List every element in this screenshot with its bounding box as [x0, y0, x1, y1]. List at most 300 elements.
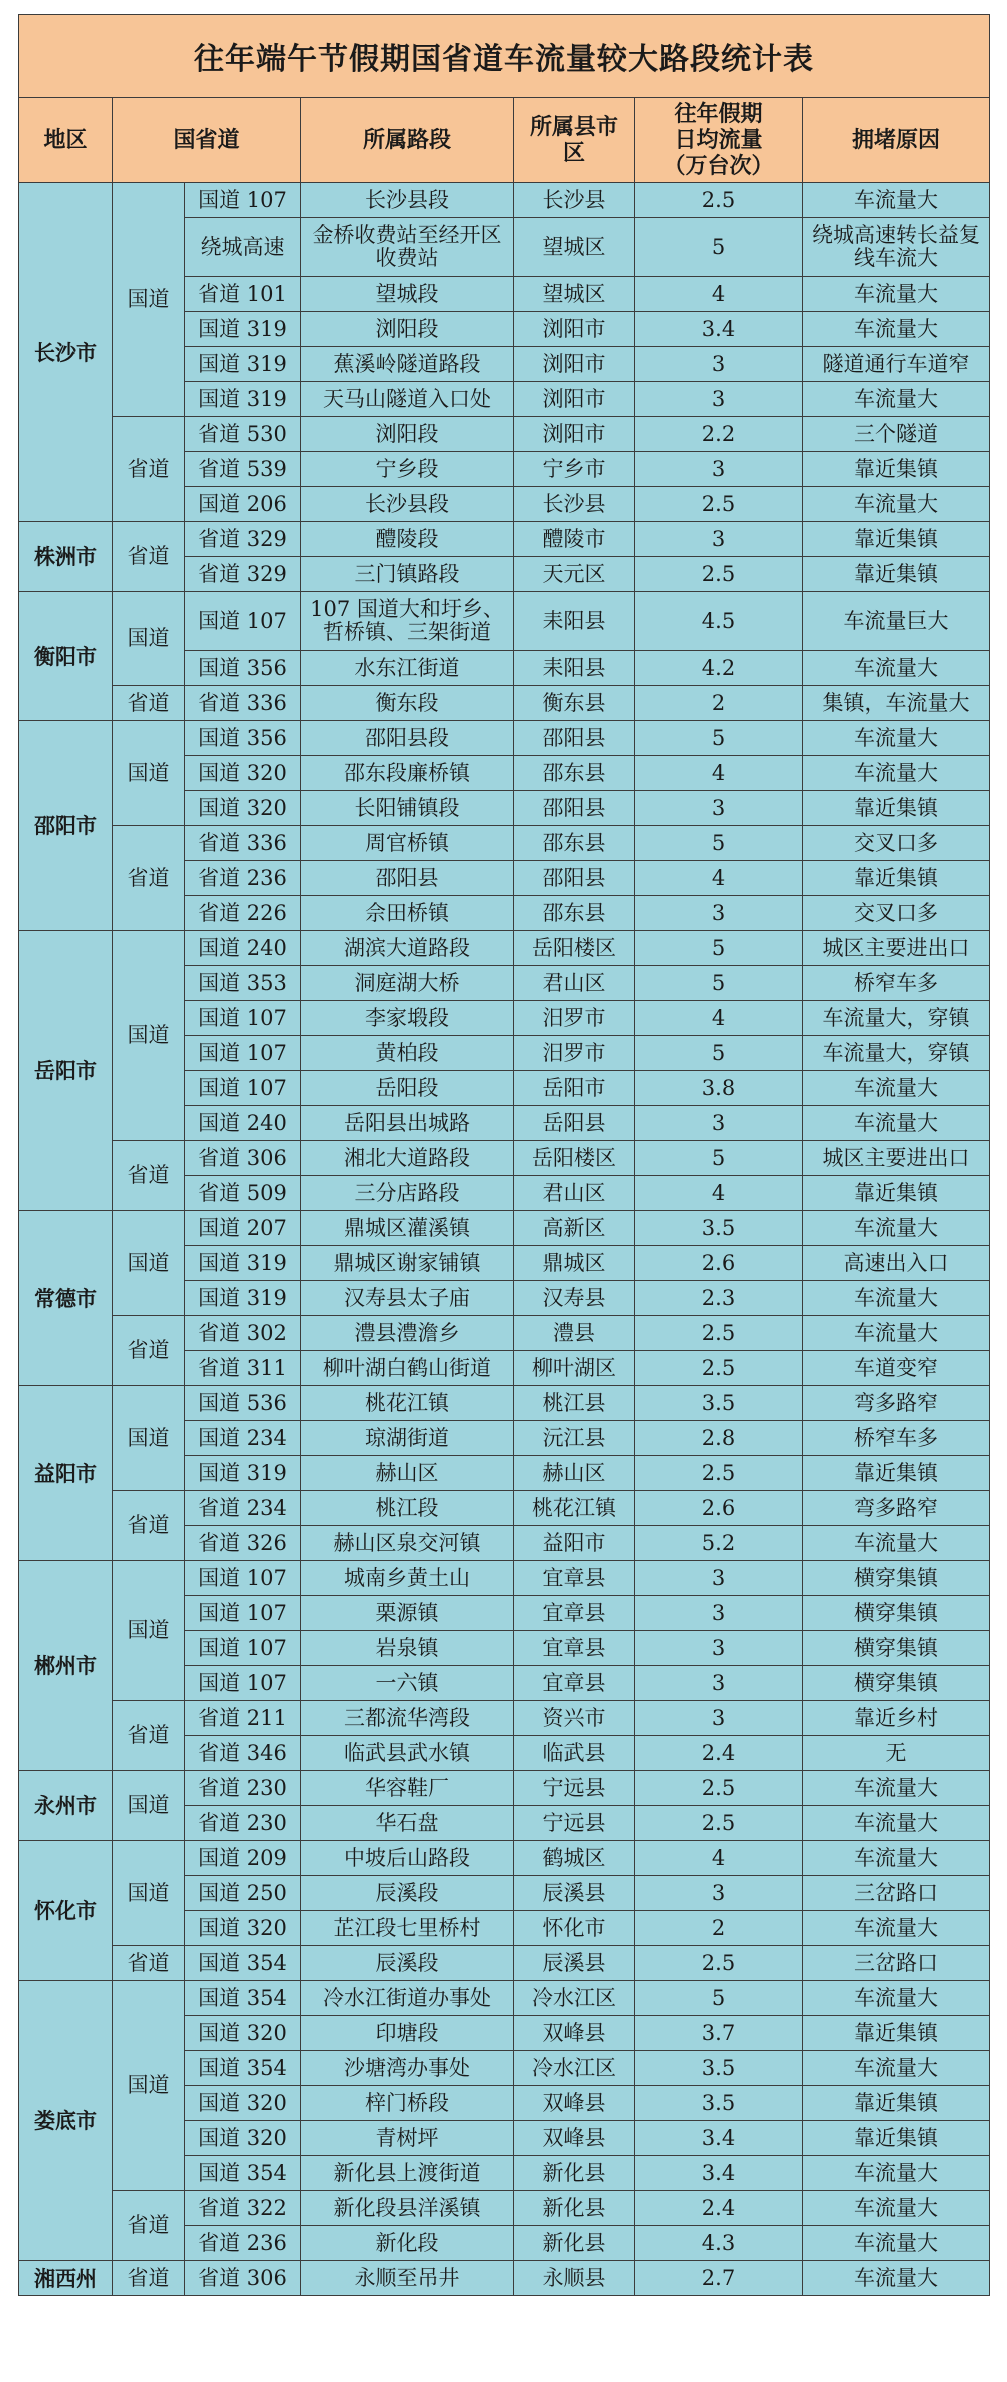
congestion-reason-cell: 车流量大	[803, 756, 990, 791]
road-code-cell: 省道 336	[185, 826, 301, 861]
road-code-cell: 国道 240	[185, 931, 301, 966]
county-cell: 临武县	[514, 1736, 635, 1771]
daily-flow-cell: 2.5	[635, 183, 803, 218]
road-section-cell: 三门镇路段	[301, 557, 514, 592]
county-cell: 宜章县	[514, 1596, 635, 1631]
road-section-cell: 印塘段	[301, 2016, 514, 2051]
county-cell: 新化县	[514, 2156, 635, 2191]
road-section-cell: 桃江段	[301, 1491, 514, 1526]
congestion-reason-cell: 城区主要进出口	[803, 931, 990, 966]
congestion-reason-cell: 靠近集镇	[803, 791, 990, 826]
daily-flow-cell: 2.4	[635, 2191, 803, 2226]
daily-flow-cell: 3	[635, 1631, 803, 1666]
road-section-cell: 岳阳县出城路	[301, 1106, 514, 1141]
county-cell: 鼎城区	[514, 1246, 635, 1281]
road-type-cell: 国道	[113, 1561, 185, 1701]
congestion-reason-cell: 靠近集镇	[803, 452, 990, 487]
road-code-cell: 国道 107	[185, 183, 301, 218]
road-section-cell: 醴陵段	[301, 522, 514, 557]
county-cell: 资兴市	[514, 1701, 635, 1736]
congestion-reason-cell: 车流量大	[803, 1526, 990, 1561]
daily-flow-cell: 2.5	[635, 557, 803, 592]
road-code-cell: 国道 319	[185, 347, 301, 382]
congestion-reason-cell: 靠近集镇	[803, 2086, 990, 2121]
county-cell: 永顺县	[514, 2261, 635, 2296]
road-section-cell: 芷江段七里桥村	[301, 1911, 514, 1946]
header-daily-flow	[635, 98, 803, 183]
daily-flow-cell: 5.2	[635, 1526, 803, 1561]
table-row	[19, 522, 990, 557]
table-row	[19, 1316, 990, 1351]
congestion-reason-cell: 靠近乡村	[803, 1701, 990, 1736]
road-section-cell: 水东江街道	[301, 651, 514, 686]
congestion-reason-cell: 车流量大	[803, 382, 990, 417]
county-cell: 长沙县	[514, 183, 635, 218]
daily-flow-cell: 4	[635, 277, 803, 312]
road-section-cell: 柳叶湖白鹤山街道	[301, 1351, 514, 1386]
congestion-reason-cell: 车流量大	[803, 277, 990, 312]
table-row	[19, 1211, 990, 1246]
county-cell: 宁远县	[514, 1806, 635, 1841]
congestion-reason-cell: 车道变窄	[803, 1351, 990, 1386]
road-section-cell: 黄柏段	[301, 1036, 514, 1071]
daily-flow-cell: 2.5	[635, 1946, 803, 1981]
road-code-cell: 省道 329	[185, 557, 301, 592]
congestion-reason-cell: 高速出入口	[803, 1246, 990, 1281]
congestion-reason-cell: 交叉口多	[803, 826, 990, 861]
daily-flow-cell: 3	[635, 347, 803, 382]
daily-flow-cell: 5	[635, 218, 803, 277]
road-code-cell: 国道 107	[185, 592, 301, 651]
county-cell: 怀化市	[514, 1911, 635, 1946]
road-type-cell: 国道	[113, 183, 185, 417]
road-code-cell: 省道 530	[185, 417, 301, 452]
road-code-cell: 国道 319	[185, 1456, 301, 1491]
congestion-reason-cell: 横穿集镇	[803, 1666, 990, 1701]
county-cell: 双峰县	[514, 2121, 635, 2156]
county-cell: 澧县	[514, 1316, 635, 1351]
county-cell: 桃花江镇	[514, 1491, 635, 1526]
table-row	[19, 1141, 990, 1176]
road-section-cell: 澧县澧澹乡	[301, 1316, 514, 1351]
road-section-cell: 新化段	[301, 2226, 514, 2261]
road-section-cell: 李家塅段	[301, 1001, 514, 1036]
region-cell: 长沙市	[19, 183, 113, 522]
road-section-cell: 华石盘	[301, 1806, 514, 1841]
road-code-cell: 省道 346	[185, 1736, 301, 1771]
county-cell: 邵东县	[514, 826, 635, 861]
road-section-cell: 新化县上渡街道	[301, 2156, 514, 2191]
congestion-reason-cell: 车流量大	[803, 721, 990, 756]
road-section-cell: 周官桥镇	[301, 826, 514, 861]
road-section-cell: 邵阳县段	[301, 721, 514, 756]
county-cell: 益阳市	[514, 1526, 635, 1561]
daily-flow-cell: 3	[635, 1106, 803, 1141]
road-type-cell: 国道	[113, 1771, 185, 1841]
daily-flow-cell: 3.5	[635, 2051, 803, 2086]
congestion-reason-cell: 靠近集镇	[803, 522, 990, 557]
daily-flow-cell: 2.4	[635, 1736, 803, 1771]
road-type-cell: 省道	[113, 1491, 185, 1561]
congestion-reason-cell: 车流量大，穿镇	[803, 1036, 990, 1071]
congestion-reason-cell: 三岔路口	[803, 1876, 990, 1911]
county-cell: 邵阳县	[514, 861, 635, 896]
road-section-cell: 城南乡黄土山	[301, 1561, 514, 1596]
daily-flow-cell: 2	[635, 686, 803, 721]
table-row	[19, 826, 990, 861]
road-section-cell: 湖滨大道路段	[301, 931, 514, 966]
congestion-reason-cell: 车流量大	[803, 2261, 990, 2296]
daily-flow-cell: 3	[635, 791, 803, 826]
congestion-reason-cell: 横穿集镇	[803, 1631, 990, 1666]
daily-flow-cell: 3	[635, 1596, 803, 1631]
road-code-cell: 国道 107	[185, 1561, 301, 1596]
congestion-reason-cell: 交叉口多	[803, 896, 990, 931]
road-type-cell: 省道	[113, 522, 185, 592]
road-section-cell: 永顺至吊井	[301, 2261, 514, 2296]
daily-flow-cell: 2.5	[635, 1456, 803, 1491]
road-code-cell: 国道 320	[185, 1911, 301, 1946]
congestion-reason-cell: 车流量大，穿镇	[803, 1001, 990, 1036]
daily-flow-cell: 2.5	[635, 1351, 803, 1386]
table-title: 往年端午节假期国省道车流量较大路段统计表	[19, 15, 990, 98]
congestion-reason-cell: 靠近集镇	[803, 1176, 990, 1211]
county-cell: 望城区	[514, 218, 635, 277]
road-code-cell: 省道 230	[185, 1806, 301, 1841]
daily-flow-cell: 5	[635, 721, 803, 756]
road-section-cell: 浏阳段	[301, 312, 514, 347]
congestion-reason-cell: 车流量大	[803, 1771, 990, 1806]
congestion-reason-cell: 横穿集镇	[803, 1596, 990, 1631]
congestion-reason-cell: 无	[803, 1736, 990, 1771]
road-section-cell: 华容鞋厂	[301, 1771, 514, 1806]
road-code-cell: 国道 240	[185, 1106, 301, 1141]
region-cell: 娄底市	[19, 1981, 113, 2261]
county-cell: 汉寿县	[514, 1281, 635, 1316]
header-road-type: 国省道	[113, 98, 301, 183]
county-cell: 岳阳楼区	[514, 1141, 635, 1176]
region-cell: 常德市	[19, 1211, 113, 1386]
road-code-cell: 国道 354	[185, 2051, 301, 2086]
county-cell: 醴陵市	[514, 522, 635, 557]
road-code-cell: 国道 353	[185, 966, 301, 1001]
county-cell: 新化县	[514, 2226, 635, 2261]
road-section-cell: 蕉溪岭隧道路段	[301, 347, 514, 382]
county-cell: 宁远县	[514, 1771, 635, 1806]
congestion-reason-cell: 三岔路口	[803, 1946, 990, 1981]
road-section-cell: 鼎城区灌溪镇	[301, 1211, 514, 1246]
road-type-cell: 省道	[113, 686, 185, 721]
road-section-cell: 鼎城区谢家铺镇	[301, 1246, 514, 1281]
road-section-cell: 三都流华湾段	[301, 1701, 514, 1736]
road-code-cell: 国道 107	[185, 1071, 301, 1106]
daily-flow-cell: 5	[635, 1036, 803, 1071]
road-section-cell: 天马山隧道入口处	[301, 382, 514, 417]
congestion-reason-cell: 车流量大	[803, 651, 990, 686]
congestion-reason-cell: 靠近集镇	[803, 2121, 990, 2156]
road-section-cell: 107 国道大和圩乡、哲桥镇、三架街道	[301, 592, 514, 651]
daily-flow-cell: 4	[635, 1176, 803, 1211]
road-section-cell: 佘田桥镇	[301, 896, 514, 931]
daily-flow-cell: 5	[635, 826, 803, 861]
congestion-reason-cell: 车流量大	[803, 1106, 990, 1141]
road-section-cell: 长沙县段	[301, 487, 514, 522]
daily-flow-cell: 2.5	[635, 1771, 803, 1806]
road-section-cell: 望城段	[301, 277, 514, 312]
county-cell: 邵阳县	[514, 721, 635, 756]
daily-flow-cell: 3	[635, 1561, 803, 1596]
road-type-cell: 国道	[113, 1386, 185, 1491]
header-county-line: 所属县市	[529, 114, 618, 140]
header-congestion-reason: 拥堵原因	[803, 98, 990, 183]
county-cell: 邵东县	[514, 896, 635, 931]
congestion-reason-cell: 车流量大	[803, 2051, 990, 2086]
road-code-cell: 国道 207	[185, 1211, 301, 1246]
county-cell: 宁乡市	[514, 452, 635, 487]
daily-flow-cell: 5	[635, 1981, 803, 2016]
header-county-line: 区	[562, 140, 585, 166]
region-cell: 岳阳市	[19, 931, 113, 1211]
table-row	[19, 1981, 990, 2016]
road-type-cell: 省道	[113, 826, 185, 931]
road-code-cell: 省道 302	[185, 1316, 301, 1351]
congestion-reason-cell: 靠近集镇	[803, 2016, 990, 2051]
road-code-cell: 国道 319	[185, 1281, 301, 1316]
county-cell: 新化县	[514, 2191, 635, 2226]
congestion-reason-cell: 隧道通行车道窄	[803, 347, 990, 382]
road-code-cell: 国道 354	[185, 1946, 301, 1981]
road-code-cell: 国道 319	[185, 1246, 301, 1281]
daily-flow-cell: 2.6	[635, 1491, 803, 1526]
county-cell: 邵阳县	[514, 791, 635, 826]
daily-flow-cell: 2.6	[635, 1246, 803, 1281]
traffic-statistics-table	[18, 14, 990, 2296]
county-cell: 辰溪县	[514, 1946, 635, 1981]
daily-flow-cell: 5	[635, 931, 803, 966]
daily-flow-cell: 4	[635, 756, 803, 791]
county-cell: 宜章县	[514, 1631, 635, 1666]
table-row	[19, 2191, 990, 2226]
road-code-cell: 国道 319	[185, 382, 301, 417]
road-section-cell: 冷水江街道办事处	[301, 1981, 514, 2016]
road-code-cell: 国道 354	[185, 1981, 301, 2016]
table-row	[19, 592, 990, 651]
road-section-cell: 桃花江镇	[301, 1386, 514, 1421]
road-type-cell: 省道	[113, 1946, 185, 1981]
congestion-reason-cell: 车流量大	[803, 312, 990, 347]
road-section-cell: 岩泉镇	[301, 1631, 514, 1666]
county-cell: 耒阳县	[514, 651, 635, 686]
congestion-reason-cell: 靠近集镇	[803, 861, 990, 896]
region-cell: 湘西州	[19, 2261, 113, 2296]
congestion-reason-cell: 车流量大	[803, 1316, 990, 1351]
congestion-reason-cell: 车流量大	[803, 2156, 990, 2191]
header-road-section: 所属路段	[301, 98, 514, 183]
congestion-reason-cell: 车流量大	[803, 183, 990, 218]
county-cell: 双峰县	[514, 2016, 635, 2051]
header-county	[514, 98, 635, 183]
road-code-cell: 国道 320	[185, 2121, 301, 2156]
daily-flow-cell: 3.4	[635, 312, 803, 347]
congestion-reason-cell: 弯多路窄	[803, 1386, 990, 1421]
congestion-reason-cell: 城区主要进出口	[803, 1141, 990, 1176]
daily-flow-cell: 3	[635, 1666, 803, 1701]
daily-flow-cell: 2.8	[635, 1421, 803, 1456]
road-code-cell: 省道 322	[185, 2191, 301, 2226]
table-row	[19, 1841, 990, 1876]
road-section-cell: 湘北大道路段	[301, 1141, 514, 1176]
table-body	[19, 183, 990, 2296]
county-cell: 岳阳市	[514, 1071, 635, 1106]
road-code-cell: 国道 319	[185, 312, 301, 347]
road-type-cell: 省道	[113, 1316, 185, 1386]
congestion-reason-cell: 桥窄车多	[803, 1421, 990, 1456]
daily-flow-cell: 3.5	[635, 2086, 803, 2121]
daily-flow-cell: 4.2	[635, 651, 803, 686]
road-code-cell: 国道 107	[185, 1666, 301, 1701]
daily-flow-cell: 3.4	[635, 2156, 803, 2191]
daily-flow-cell: 3	[635, 1701, 803, 1736]
road-section-cell: 赫山区	[301, 1456, 514, 1491]
county-cell: 桃江县	[514, 1386, 635, 1421]
road-section-cell: 邵东段廉桥镇	[301, 756, 514, 791]
road-code-cell: 国道 320	[185, 791, 301, 826]
road-section-cell: 邵阳县	[301, 861, 514, 896]
county-cell: 冷水江区	[514, 2051, 635, 2086]
road-section-cell: 长阳铺镇段	[301, 791, 514, 826]
road-code-cell: 省道 234	[185, 1491, 301, 1526]
region-cell: 邵阳市	[19, 721, 113, 931]
road-section-cell: 金桥收费站至经开区收费站	[301, 218, 514, 277]
table-row	[19, 417, 990, 452]
road-section-cell: 汉寿县太子庙	[301, 1281, 514, 1316]
daily-flow-cell: 4.3	[635, 2226, 803, 2261]
congestion-reason-cell: 车流量大	[803, 1071, 990, 1106]
daily-flow-cell: 3.5	[635, 1211, 803, 1246]
road-type-cell: 国道	[113, 721, 185, 826]
road-code-cell: 省道 211	[185, 1701, 301, 1736]
road-code-cell: 省道 326	[185, 1526, 301, 1561]
road-code-cell: 省道 311	[185, 1351, 301, 1386]
road-section-cell: 宁乡段	[301, 452, 514, 487]
road-section-cell: 洞庭湖大桥	[301, 966, 514, 1001]
road-code-cell: 省道 226	[185, 896, 301, 931]
table-row	[19, 2261, 990, 2296]
road-type-cell: 国道	[113, 1841, 185, 1946]
county-cell: 汨罗市	[514, 1001, 635, 1036]
county-cell: 浏阳市	[514, 312, 635, 347]
daily-flow-cell: 3	[635, 382, 803, 417]
daily-flow-cell: 5	[635, 966, 803, 1001]
county-cell: 宜章县	[514, 1666, 635, 1701]
road-section-cell: 梓门桥段	[301, 2086, 514, 2121]
congestion-reason-cell: 车流量大	[803, 1806, 990, 1841]
road-section-cell: 衡东段	[301, 686, 514, 721]
road-code-cell: 国道 250	[185, 1876, 301, 1911]
county-cell: 浏阳市	[514, 382, 635, 417]
daily-flow-cell: 2.5	[635, 1806, 803, 1841]
region-cell: 衡阳市	[19, 592, 113, 721]
table-row	[19, 686, 990, 721]
road-type-cell: 国道	[113, 592, 185, 686]
road-section-cell: 青树坪	[301, 2121, 514, 2156]
road-type-cell: 国道	[113, 931, 185, 1141]
road-section-cell: 沙塘湾办事处	[301, 2051, 514, 2086]
road-section-cell: 新化段县洋溪镇	[301, 2191, 514, 2226]
congestion-reason-cell: 车流量大	[803, 487, 990, 522]
county-cell: 天元区	[514, 557, 635, 592]
daily-flow-cell: 3	[635, 452, 803, 487]
county-cell: 赫山区	[514, 1456, 635, 1491]
county-cell: 浏阳市	[514, 347, 635, 382]
congestion-reason-cell: 集镇，车流量大	[803, 686, 990, 721]
header-flow-line: 往年假期	[674, 101, 763, 127]
road-code-cell: 国道 107	[185, 1001, 301, 1036]
congestion-reason-cell: 桥窄车多	[803, 966, 990, 1001]
header-flow-line: 日均流量	[674, 127, 763, 153]
daily-flow-cell: 3.8	[635, 1071, 803, 1106]
daily-flow-cell: 2.2	[635, 417, 803, 452]
congestion-reason-cell: 车流量大	[803, 1841, 990, 1876]
congestion-reason-cell: 车流量大	[803, 1281, 990, 1316]
road-type-cell: 国道	[113, 1981, 185, 2191]
county-cell: 邵东县	[514, 756, 635, 791]
road-code-cell: 省道 509	[185, 1176, 301, 1211]
table-row	[19, 1491, 990, 1526]
road-type-cell: 省道	[113, 1141, 185, 1211]
daily-flow-cell: 2.5	[635, 1316, 803, 1351]
county-cell: 望城区	[514, 277, 635, 312]
road-section-cell: 中坡后山路段	[301, 1841, 514, 1876]
road-code-cell: 国道 107	[185, 1036, 301, 1071]
road-code-cell: 省道 539	[185, 452, 301, 487]
road-section-cell: 浏阳段	[301, 417, 514, 452]
county-cell: 岳阳县	[514, 1106, 635, 1141]
header-region: 地区	[19, 98, 113, 183]
county-cell: 汨罗市	[514, 1036, 635, 1071]
road-code-cell: 国道 356	[185, 721, 301, 756]
road-section-cell: 岳阳段	[301, 1071, 514, 1106]
table-row	[19, 1561, 990, 1596]
daily-flow-cell: 4	[635, 1841, 803, 1876]
road-code-cell: 国道 320	[185, 2016, 301, 2051]
county-cell: 柳叶湖区	[514, 1351, 635, 1386]
road-section-cell: 辰溪段	[301, 1876, 514, 1911]
congestion-reason-cell: 车流量大	[803, 1911, 990, 1946]
daily-flow-cell: 3.7	[635, 2016, 803, 2051]
road-code-cell: 省道 306	[185, 2261, 301, 2296]
congestion-reason-cell: 车流量大	[803, 2191, 990, 2226]
congestion-reason-cell: 三个隧道	[803, 417, 990, 452]
road-code-cell: 省道 230	[185, 1771, 301, 1806]
road-section-cell: 栗源镇	[301, 1596, 514, 1631]
header-flow-line: （万台次）	[663, 153, 774, 179]
table-row	[19, 1771, 990, 1806]
road-code-cell: 省道 236	[185, 861, 301, 896]
road-code-cell: 国道 206	[185, 487, 301, 522]
county-cell: 君山区	[514, 966, 635, 1001]
daily-flow-cell: 2	[635, 1911, 803, 1946]
congestion-reason-cell: 绕城高速转长益复线车流大	[803, 218, 990, 277]
daily-flow-cell: 3	[635, 1876, 803, 1911]
table-row	[19, 1386, 990, 1421]
road-section-cell: 三分店路段	[301, 1176, 514, 1211]
road-type-cell: 省道	[113, 417, 185, 522]
county-cell: 衡东县	[514, 686, 635, 721]
road-code-cell: 国道 354	[185, 2156, 301, 2191]
congestion-reason-cell: 车流量大	[803, 1981, 990, 2016]
road-type-cell: 省道	[113, 2261, 185, 2296]
